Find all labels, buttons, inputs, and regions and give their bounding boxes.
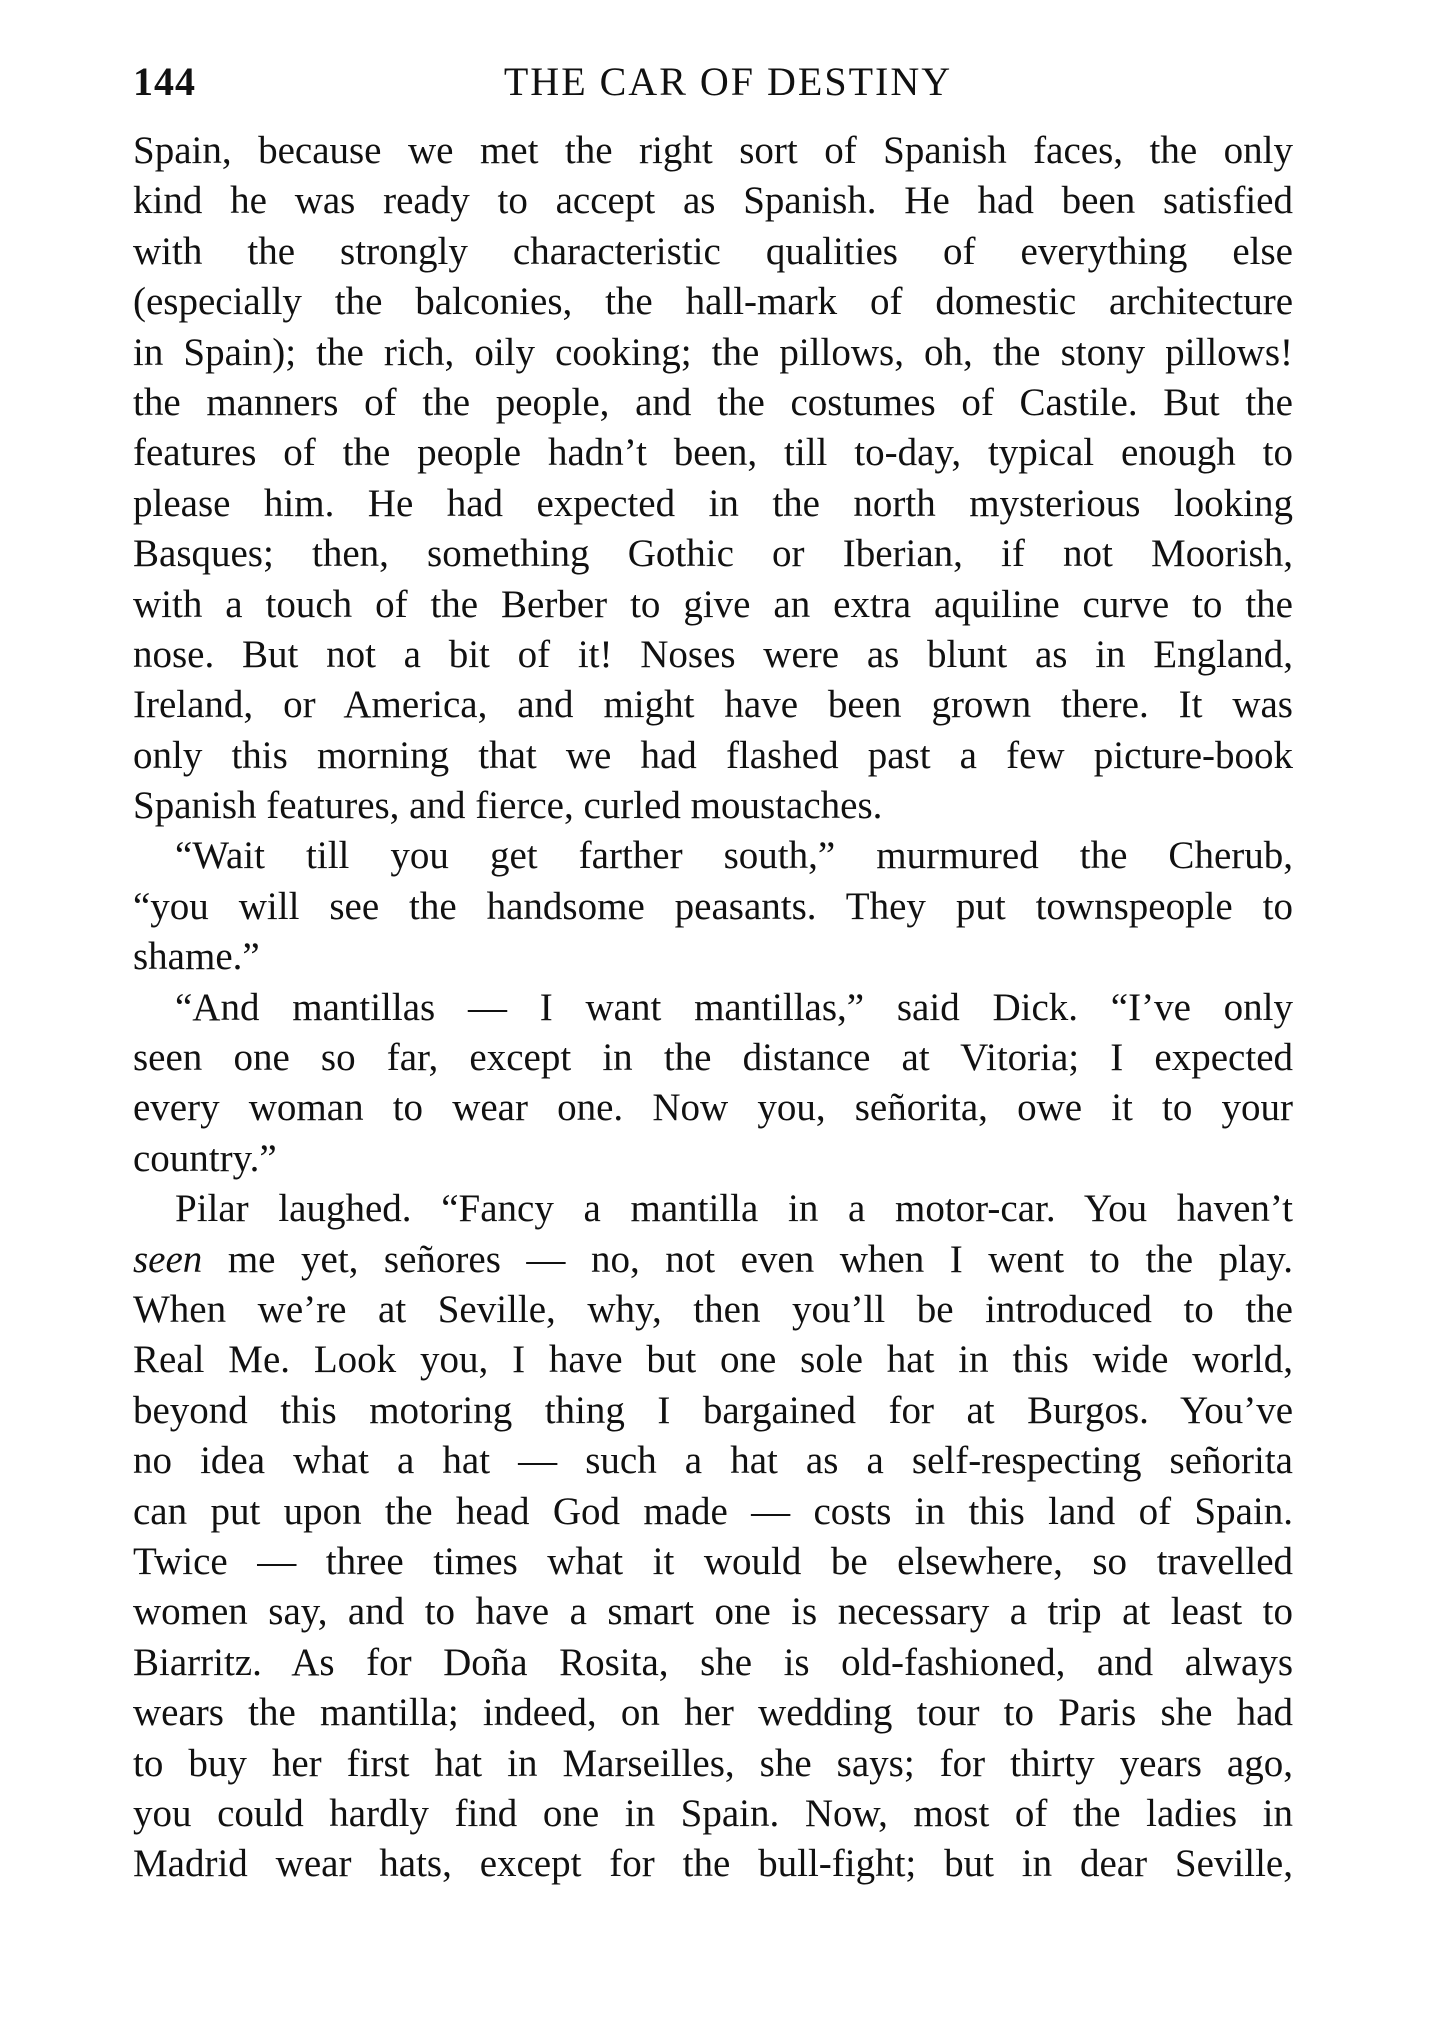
text-line: When we’re at Seville, why, then you’ll be introduced to the (133, 1287, 1293, 1331)
text-line: can put upon the head God made — costs in this land of Spain. (133, 1489, 1293, 1533)
text-line: every woman to wear one. Now you, señorita, owe it to your (133, 1086, 1293, 1130)
text-line: to buy her first hat in Marseilles, she says; for thirty years ago, (133, 1741, 1293, 1785)
text-line: in Spain); the rich, oily cooking; the pillows, oh, the stony pillows! (133, 330, 1293, 374)
text-line: no idea what a hat — such a hat as a self-respecting señorita (133, 1439, 1293, 1483)
text-line: with a touch of the Berber to give an extra aquiline curve to the (133, 582, 1293, 626)
text-line: Spain, because we met the right sort of Spanish faces, the only (133, 129, 1293, 172)
text-line: please him. He had expected in the north mysterious looking (133, 481, 1293, 525)
running-head: THE CAR OF DESTINY (503, 59, 953, 104)
text-line: beyond this motoring thing I bargained for at Burgos. You’ve (133, 1388, 1293, 1432)
text-line: “Wait till you get farther south,” murmured the Cherub, (175, 834, 1293, 878)
text-line: only this morning that we had flashed past a few picture-book (133, 733, 1293, 777)
page-header (133, 52, 1293, 112)
text-line: features of the people hadn’t been, till to-day, typical enough to (133, 431, 1293, 475)
text-line: kind he was ready to accept as Spanish. He had been satisfied (133, 179, 1293, 223)
text-line: (especially the balconies, the hall-mark of domestic architecture (133, 280, 1293, 324)
book-page (133, 52, 1293, 1890)
text-line: shame.” (133, 935, 260, 979)
text-line: seen one so far, except in the distance at Vitoria; I expected (133, 1036, 1293, 1080)
text-line: Pilar laughed. “Fancy a mantilla in a motor-car. You haven’t (175, 1187, 1293, 1231)
text-line: country.” (133, 1136, 277, 1180)
text-line: Ireland, or America, and might have been grown there. It was (133, 683, 1293, 727)
text-line: Basques; then, something Gothic or Iberian, if not Moorish, (133, 532, 1293, 576)
text-line: “And mantillas — I want mantillas,” said Dick. “I’ve only (175, 985, 1293, 1029)
emphasis-word: seen (133, 1237, 203, 1281)
text-line: women say, and to have a smart one is necessary a trip at least to (133, 1590, 1293, 1634)
text-line: the manners of the people, and the costumes of Castile. But the (133, 380, 1293, 424)
text-line: you could hardly find one in Spain. Now, most of the ladies in (133, 1791, 1293, 1835)
text-line: seen me yet, señores — no, not even when I went to the play. (133, 1237, 1293, 1281)
text-line: nose. But not a bit of it! Noses were as blunt as in England, (133, 632, 1293, 676)
page-number: 144 (133, 59, 196, 104)
text-line: Biarritz. As for Doña Rosita, she is old-fashioned, and always (133, 1640, 1293, 1684)
text-line: Spanish features, and fierce, curled moustaches. (133, 784, 883, 828)
body-text (133, 126, 1293, 1890)
text-line: Madrid wear hats, except for the bull-fight; but in dear Seville, (133, 1842, 1293, 1886)
text-line: with the strongly characteristic qualities of everything else (133, 229, 1293, 273)
text-line: wears the mantilla; indeed, on her wedding tour to Paris she had (133, 1691, 1293, 1735)
text-line: “you will see the handsome peasants. They put townspeople to (133, 884, 1293, 928)
text-line: Real Me. Look you, I have but one sole hat in this wide world, (133, 1338, 1293, 1382)
text-line: Twice — three times what it would be elsewhere, so travelled (133, 1539, 1293, 1583)
